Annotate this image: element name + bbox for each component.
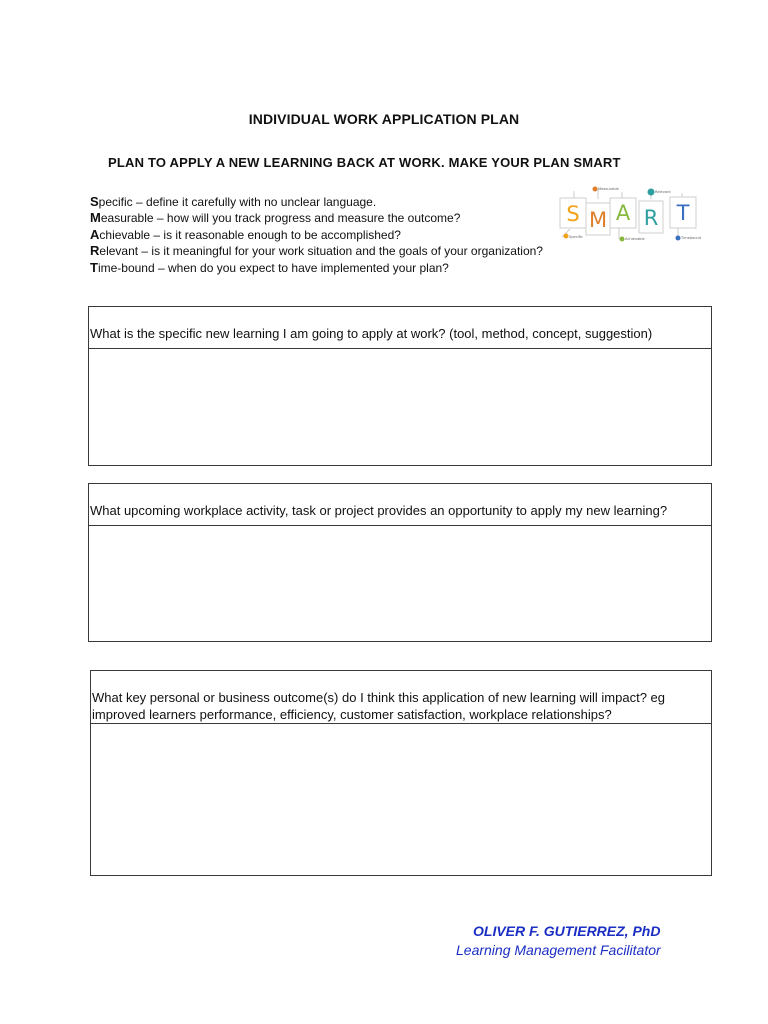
smart-logo-dot <box>620 237 625 242</box>
smart-item-specific <box>90 194 543 210</box>
question-box-1 <box>88 306 712 466</box>
smart-item-measurable <box>90 210 543 226</box>
smart-logo-image <box>556 183 702 245</box>
smart-logo-caption: Timebound <box>681 236 702 240</box>
signature-role: Learning Management Facilitator <box>456 942 661 958</box>
smart-logo-letter-r: R <box>643 206 659 230</box>
smart-logo-caption: Specific <box>569 235 583 239</box>
smart-logo-caption: Relevant <box>655 190 671 194</box>
question-box-2 <box>88 483 712 642</box>
smart-letter: M <box>90 210 101 226</box>
question-box-3 <box>90 670 712 876</box>
document-subtitle: PLAN TO APPLY A NEW LEARNING BACK AT WORK. MAKE YOUR PLAN SMART <box>108 155 621 170</box>
smart-logo-caption: Achievable <box>625 237 645 241</box>
smart-logo-dot <box>648 189 655 196</box>
document-title: INDIVIDUAL WORK APPLICATION PLAN <box>248 111 520 127</box>
smart-logo-dot <box>564 234 569 239</box>
smart-logo-dot <box>593 187 598 192</box>
smart-letter: S <box>90 194 99 209</box>
smart-description: ime-bound – when do you expect to have implemented your plan? <box>97 260 449 275</box>
smart-letter: A <box>90 226 100 242</box>
answer-area-3[interactable] <box>91 724 711 875</box>
smart-criteria-list <box>90 194 543 276</box>
smart-logo-dot <box>676 236 681 241</box>
smart-logo-letter-m: M <box>588 208 608 232</box>
smart-item-achievable <box>90 227 543 243</box>
smart-description: elevant – is it meaningful for your work situation and the goals of your organization? <box>99 244 543 259</box>
answer-area-2[interactable] <box>89 526 711 641</box>
smart-logo-letter-t: T <box>676 201 690 225</box>
signature-name: OLIVER F. GUTIERREZ, PhD <box>473 923 661 939</box>
question-prompt-1: What is the specific new learning I am going to apply at work? (tool, method, concept, suggestion) <box>89 307 711 349</box>
smart-logo-letter-a: A <box>615 201 631 225</box>
question-prompt-3: What key personal or business outcome(s) do I think this application of new learning will impact? eg improved learners performance, efficiency, customer satisfaction, workplace relationships? <box>91 671 711 724</box>
smart-item-relevant <box>90 243 543 259</box>
answer-area-1[interactable] <box>89 349 711 465</box>
smart-description: chievable – is it reasonable enough to be accomplished? <box>99 227 401 242</box>
question-prompt-2: What upcoming workplace activity, task or project provides an opportunity to apply my new learning? <box>89 484 711 526</box>
smart-description: easurable – how will you track progress and measure the outcome? <box>100 211 461 226</box>
smart-letter: R <box>90 243 100 259</box>
smart-item-timebound <box>90 260 543 276</box>
smart-letter: T <box>90 259 98 275</box>
smart-description: pecific – define it carefully with no unclear language. <box>98 195 377 209</box>
smart-logo-letter-s: S <box>566 202 580 226</box>
smart-logo-caption: Measurable <box>598 187 619 191</box>
